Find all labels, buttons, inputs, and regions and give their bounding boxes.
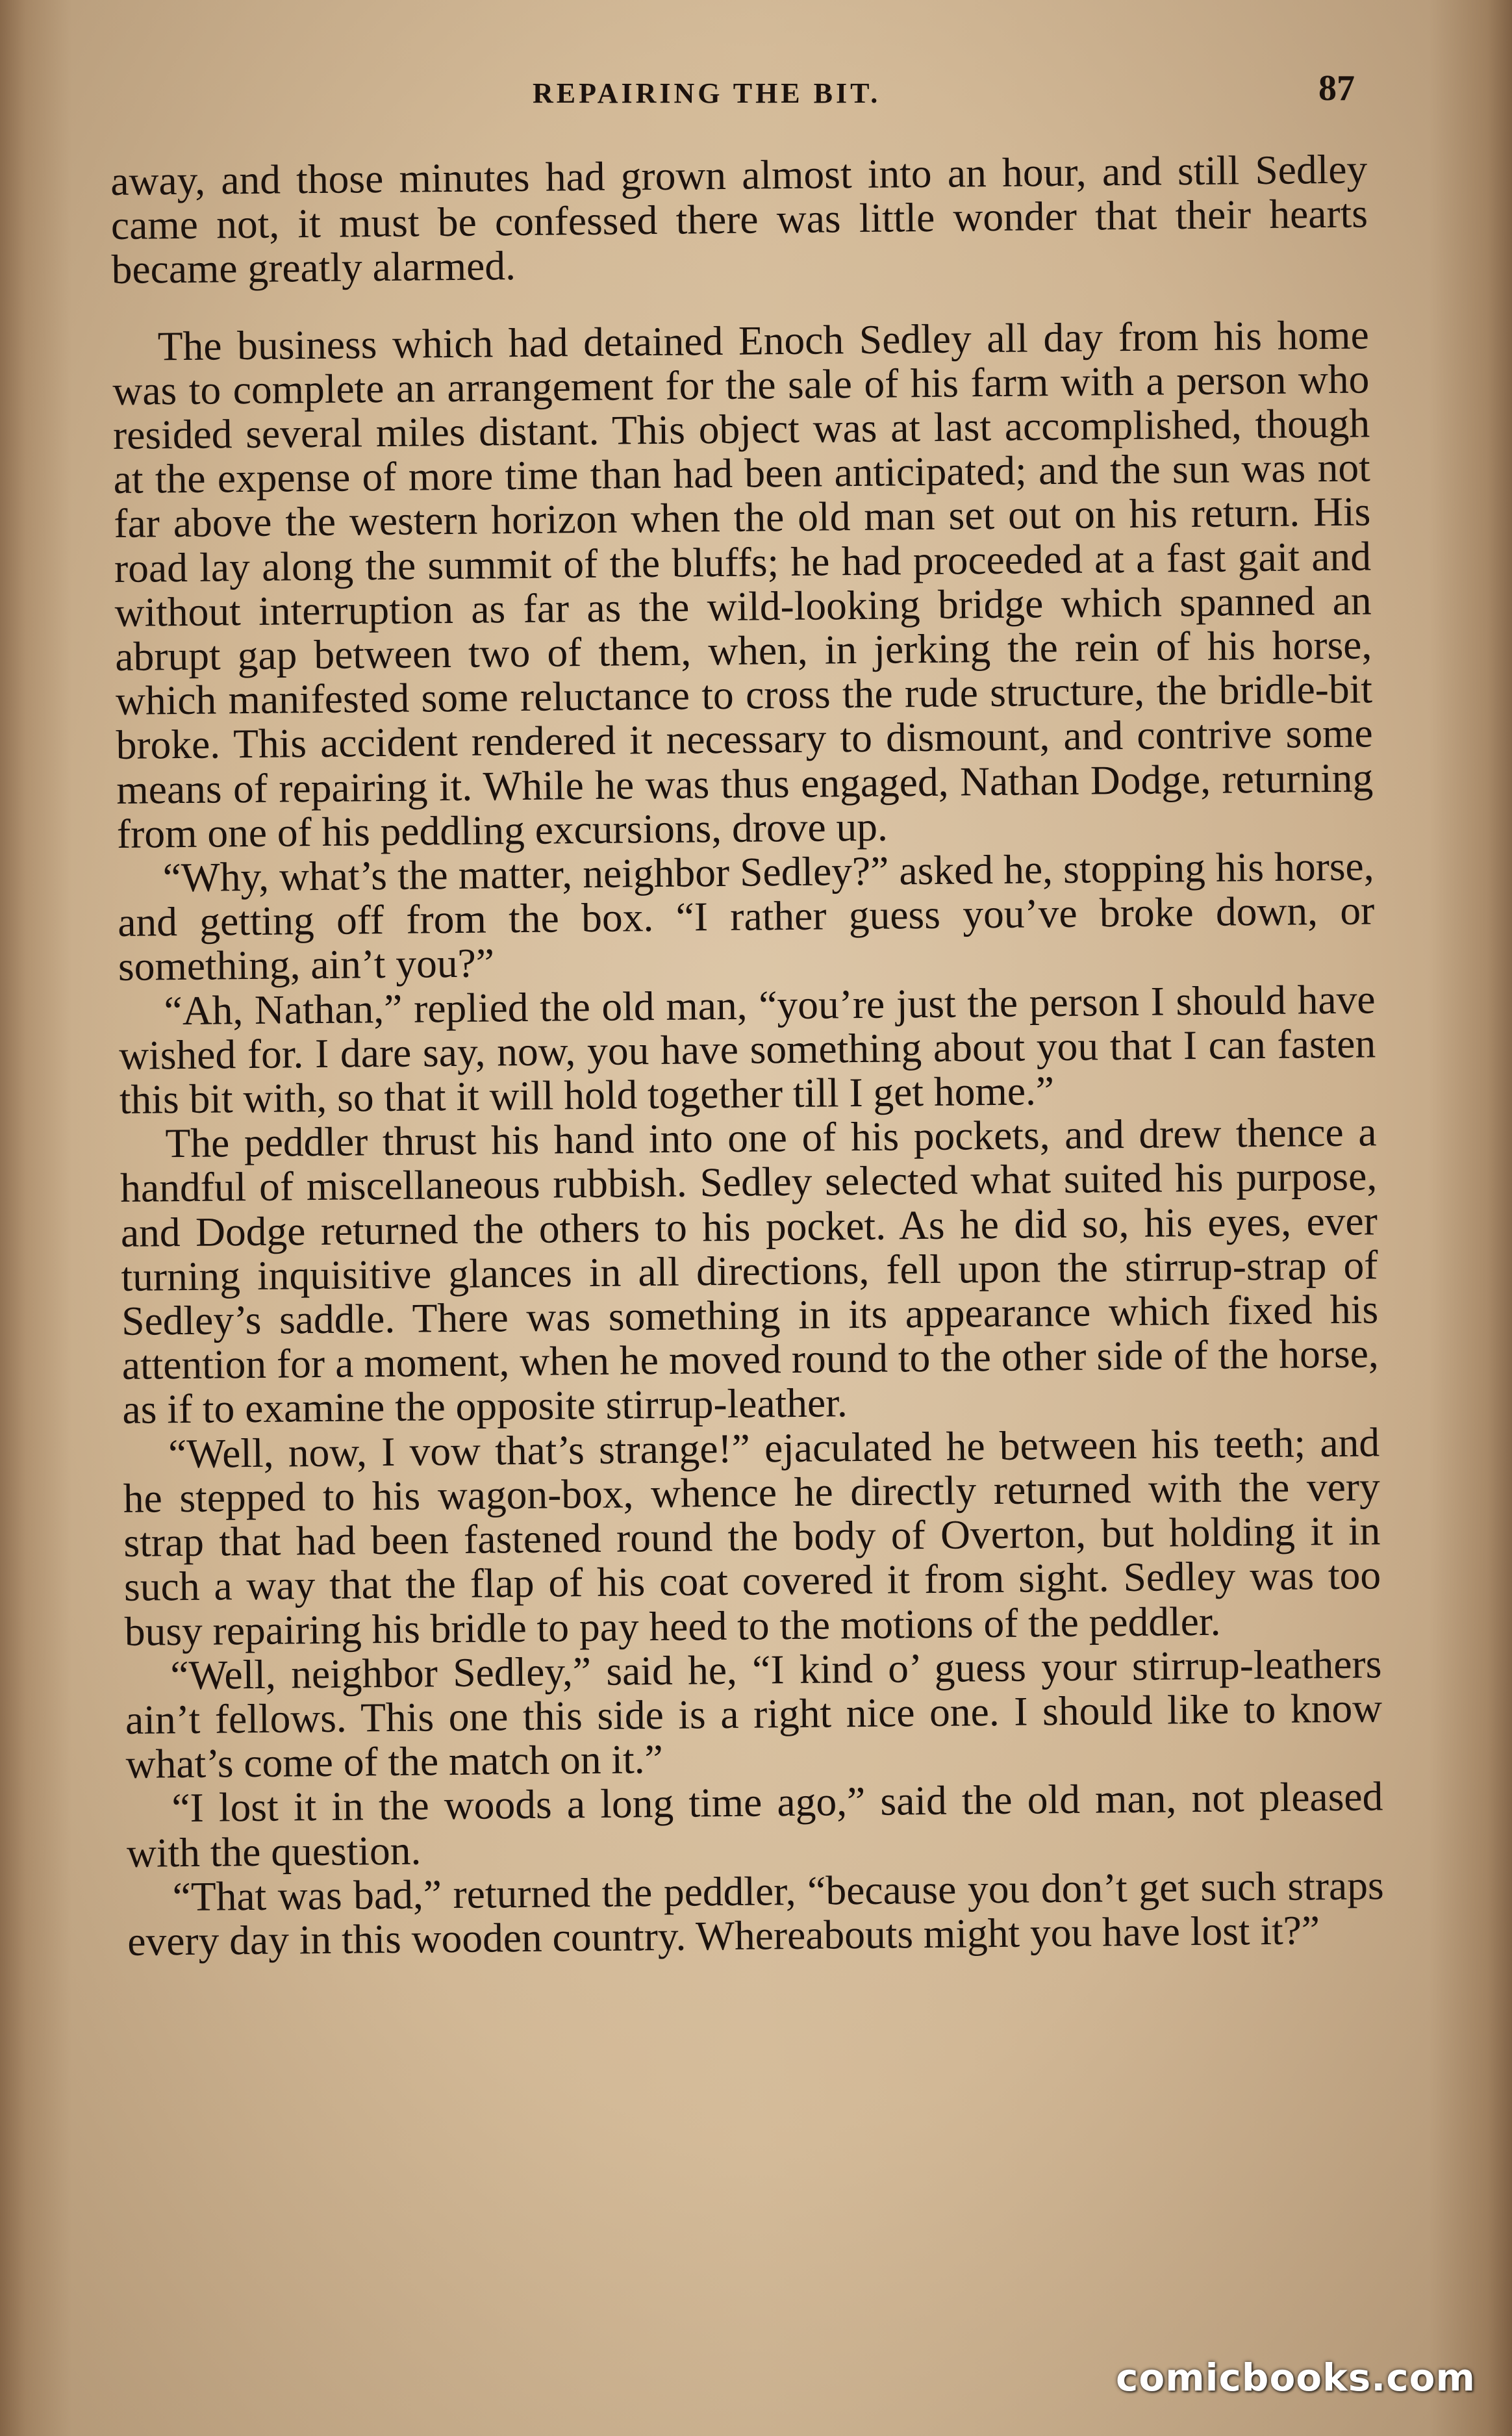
paragraph: The business which had detained Enoch Sedley all day from his home was to complete an arrangement for the sale of his farm with a person who resided several miles distant. This object was at last accomplished, though at the expense of more time than had been anticipated; and the sun was not far above the western horizon when the old man set out on his return. His road lay along the summit of the bluffs; he had proceeded at a fast gait and without interruption as far as the wild-looking bridge which spanned an abrupt gap between two of them, when, in jerking the rein of his horse, which manifested some reluctance to cross the rude structure, the bridle-bit broke. This accident rendered it necessary to dismount, and contrive some means of repairing it. While he was thus engaged, Nathan Dodge, returning from one of his peddling excursions, drove up. (112, 311, 1374, 857)
paragraph: away, and those minutes had grown almost into an hour, and still Sedley came not, it must be confessed there was little wonder that their hearts became greatly alarmed. (110, 146, 1368, 293)
page-header (0, 68, 1512, 129)
running-head: REPAIRING THE BIT. (533, 77, 881, 109)
paragraph: “Well, now, I vow that’s strange!” ejaculated he between his teeth; and he stepped to his wagon-box, whence he directly returned with the very strap that had been fastened round the body of Overton, but holding it in such a way that the flap of his coat covered it from sight. Sedley was too busy repairing his bridle to pay heed to the motions of the peddler. (123, 1419, 1381, 1655)
paragraph: “Well, neighbor Sedley,” said he, “I kind o’ guess your stirrup-leathers ain’t fellows. This one this side is a right nice one. I should like to know what’s come of the match on it.” (125, 1640, 1383, 1787)
paragraph: “That was bad,” returned the peddler, “because you don’t get such straps every day in this wooden country. Whereabouts might you have lost it?” (127, 1862, 1384, 1964)
paragraph: “Ah, Nathan,” replied the old man, “you’re just the person I should have wished for. I dare say, now, you have something about you that I can fasten this bit with, so that it will hold together till I get home.” (118, 976, 1376, 1123)
page-number: 87 (1318, 68, 1355, 108)
paragraph: “I lost it in the woods a long time ago,” said the old man, not pleased with the question. (126, 1773, 1383, 1876)
site-watermark: comicbooks.com (1116, 2355, 1476, 2400)
paragraph: The peddler thrust his hand into one of his pockets, and drew thence a handful of miscellaneous rubbish. Sedley selected what suited his purpose, and Dodge returned the others to his pocket. As he did so, his eyes, ever turning inquisitive glances in all directions, fell upon the stirrup-strap of Sedley’s saddle. There was something in its appearance which fixed his attention for a moment, when he moved round to the other side of the horse, as if to examine the opposite stirrup-leather. (120, 1108, 1380, 1433)
paragraph: “Why, what’s the matter, neighbor Sedley?” asked he, stopping his horse, and getting off from the box. “I rather guess you’ve broke down, or something, ain’t you?” (117, 843, 1375, 990)
body-text (110, 147, 1385, 1964)
